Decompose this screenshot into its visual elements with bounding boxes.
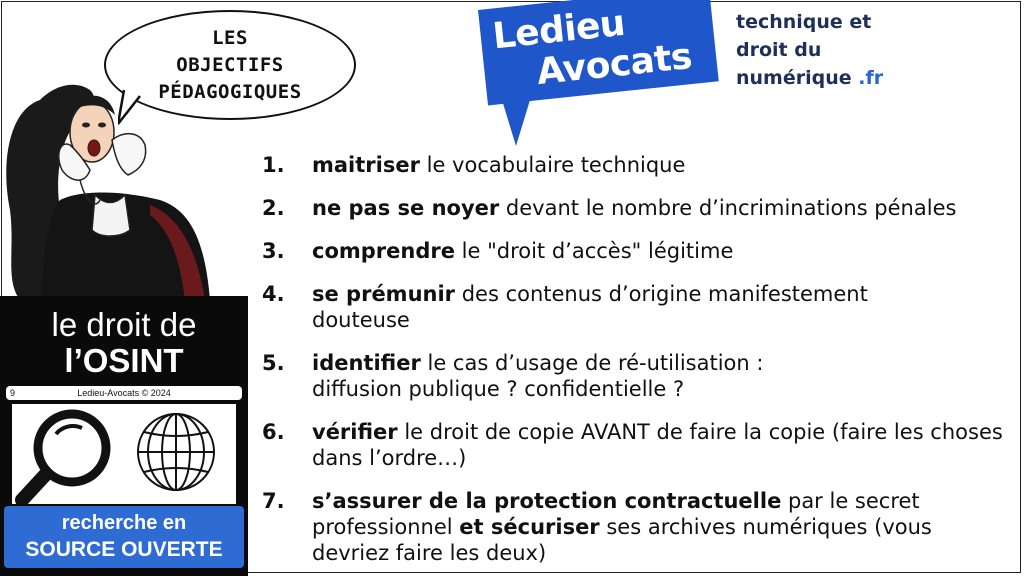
book-copyright: Ledieu-Avocats © 2024: [77, 388, 171, 398]
objective-number: 1.: [262, 153, 285, 177]
tagline: [736, 8, 883, 92]
objective-number: 7.: [262, 489, 285, 513]
objective-keyword: maitriser: [312, 153, 420, 177]
book-page-number: 9: [10, 388, 16, 398]
objective-text-2: ses archives numériques (vous devriez faire les deux): [312, 515, 932, 565]
objective-keyword: vérifier: [312, 420, 398, 444]
objective-item: [262, 152, 1012, 178]
logo-line-2: Avocats: [534, 36, 694, 94]
bubble-line-2: OBJECTIFS: [176, 53, 284, 76]
tagline-line-2: droit du: [736, 39, 822, 61]
book-illustration: [12, 404, 236, 504]
book-title-line-1: le droit de: [51, 306, 197, 343]
objective-number: 3.: [262, 239, 285, 263]
objective-keyword: se prémunir: [312, 282, 456, 306]
objective-keyword: s’assurer de la protection contractuelle: [312, 489, 782, 513]
objective-keyword: comprendre: [312, 239, 455, 263]
objective-item: [262, 419, 1012, 471]
globe-icon: [138, 414, 214, 490]
objective-number: 4.: [262, 282, 285, 306]
objective-number: 5.: [262, 351, 285, 375]
bubble-line-3: PÉDAGOGIQUES: [158, 80, 302, 103]
magnifier-icon: [22, 414, 106, 500]
objective-text: par le secret professionnel: [312, 489, 920, 539]
osint-book-cover[interactable]: [0, 296, 248, 576]
objective-item: [262, 281, 922, 333]
book-illustration-panel: [12, 404, 236, 504]
objective-number: 6.: [262, 420, 285, 444]
objective-keyword: ne pas se noyer: [312, 196, 500, 220]
objective-item: [262, 350, 1012, 402]
objective-text: devant le nombre d’incriminations pénales: [499, 196, 957, 220]
objective-text-line-2: diffusion publique ? confidentielle ?: [312, 377, 685, 401]
objective-item: [262, 488, 1012, 566]
book-banner: [4, 506, 244, 568]
book-info-strip: [6, 386, 242, 400]
objective-number: 2.: [262, 196, 285, 220]
objective-text: le "droit d’accès" légitime: [454, 239, 734, 263]
tagline-line-3: [736, 64, 883, 92]
bubble-tail: [118, 88, 158, 128]
tagline-word: numérique: [736, 67, 852, 89]
objective-keyword-2: et sécuriser: [459, 515, 600, 539]
objective-item: [262, 195, 1012, 221]
objective-text: le droit de copie AVANT de faire la copie (faire les choses dans l’ordre…): [312, 420, 1003, 470]
book-title-line-2: l’OSINT: [64, 342, 184, 379]
book-banner-line-2: SOURCE OUVERTE: [25, 538, 223, 561]
book-banner-line-1: recherche en: [61, 512, 187, 534]
tagline-line-1: technique et: [736, 11, 872, 33]
tagline-domain: .fr: [858, 67, 884, 89]
objective-keyword: identifier: [312, 351, 421, 375]
objective-item: [262, 238, 1012, 264]
objectives-list: [262, 152, 1012, 566]
objective-text: des contenus d’origine manifestement douteuse: [312, 282, 868, 332]
bubble-line-1: LES: [212, 26, 248, 49]
objective-text: le vocabulaire technique: [419, 153, 686, 177]
objective-text: le cas d’usage de ré-utilisation :: [420, 351, 764, 375]
logo-line-1: Ledieu: [490, 2, 627, 58]
logo-tail: [502, 100, 532, 148]
